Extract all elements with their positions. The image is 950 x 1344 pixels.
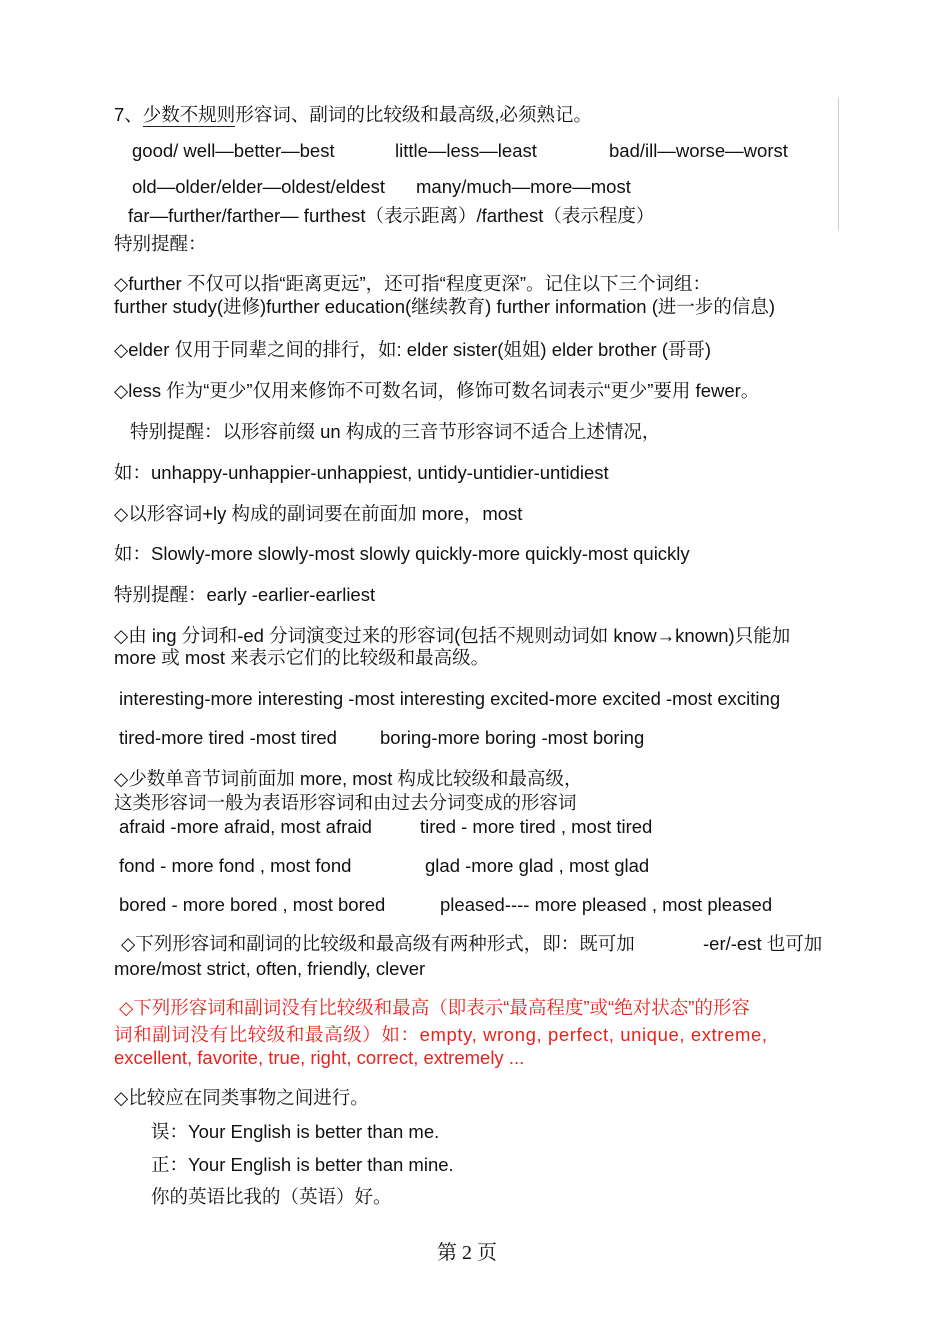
irregular-far: far—further/farther— furthest（表示距离）/farthest（表示程度） <box>128 205 655 226</box>
participle-rule-cont: more 或 most 来表示它们的比较级和最高级。 <box>114 647 490 668</box>
no-compare-words: excellent, favorite, true, right, correct, extremely ... <box>114 1047 525 1068</box>
two-forms-words: more/most strict, often, friendly, clever <box>114 958 426 979</box>
mono-pleased: pleased---- more pleased , most pleased <box>440 894 773 915</box>
wrong-example: 误：Your English is better than me. <box>151 1121 440 1142</box>
section-number: 7、 <box>114 104 143 125</box>
mono-bored: bored - more bored , most bored <box>119 894 386 915</box>
participle-example-boring: boring-more boring -most boring <box>380 727 645 748</box>
irregular-bad: bad/ill—worse—worst <box>609 140 788 161</box>
two-forms-suffix: -er/-est 也可加 <box>703 933 823 954</box>
page-number: 第 2 页 <box>437 1242 497 1264</box>
un-example: 如：unhappy-unhappier-unhappiest, untidy-untidier-untidiest <box>114 462 609 483</box>
underlined-phrase: 少数不规则 <box>142 104 236 125</box>
mono-rule: ◇少数单音节词前面加 more, most 构成比较级和最高级， <box>114 768 583 789</box>
participle-example-tired: tired-more tired -most tired <box>119 727 337 748</box>
mono-rule-cont: 这类形容词一般为表语形容词和由过去分词变成的形容词 <box>114 792 577 813</box>
no-compare-rule-cont: 词和副词没有比较级和最高级）如：empty, wrong, perfect, unique, extreme, <box>114 1024 768 1045</box>
section-7-heading <box>114 104 592 126</box>
two-forms-rule: ◇下列形容词和副词的比较级和最高级有两种形式，即：既可加 <box>121 933 635 954</box>
ly-example: 如：Slowly-more slowly-most slowly quickly-more quickly-most quickly <box>114 543 690 564</box>
mono-glad: glad -more glad , most glad <box>425 855 650 876</box>
participle-example-1: interesting-more interesting -most interesting excited-more excited -most exciting <box>119 688 781 709</box>
no-compare-rule: ◇下列形容词和副词没有比较级和最高（即表示“最高程度”或“绝对状态”的形容 <box>119 997 750 1018</box>
right-example: 正：Your English is better than mine. <box>151 1154 454 1175</box>
participle-rule: ◇由 ing 分词和-ed 分词演变过来的形容词(包括不规则动词如 know→known)只能加 <box>114 625 791 646</box>
irregular-many: many/much—more—most <box>416 176 631 197</box>
elder-rule: ◇elder 仅用于同辈之间的排行，如: elder sister(姐姐) elder brother (哥哥) <box>114 339 712 360</box>
less-rule: ◇less 作为“更少”仅用来修饰不可数名词，修饰可数名词表示“更少”要用 fewer。 <box>114 380 760 401</box>
further-rule: ◇further 不仅可以指“距离更远”，还可指“程度更深”。记住以下三个词组： <box>114 273 711 294</box>
margin-rule <box>838 98 839 230</box>
section-heading-text: 形容词、副词的比较级和最高级,必须熟记。 <box>235 104 592 125</box>
early-reminder: 特别提醒：early -earlier-earliest <box>114 584 376 605</box>
irregular-little: little—less—least <box>395 140 537 161</box>
translation: 你的英语比我的（英语）好。 <box>151 1186 392 1207</box>
irregular-good: good/ well—better—best <box>132 140 335 161</box>
mono-afraid: afraid -more afraid, most afraid <box>119 816 372 837</box>
mono-tired: tired - more tired , most tired <box>420 816 653 837</box>
ly-rule: ◇以形容词+ly 构成的副词要在前面加 more，most <box>114 503 523 524</box>
irregular-old: old—older/elder—oldest/eldest <box>132 176 385 197</box>
same-type-rule: ◇比较应在同类事物之间进行。 <box>114 1087 369 1108</box>
un-reminder: 特别提醒：以形容前缀 un 构成的三音节形容词不适合上述情况， <box>130 421 661 442</box>
mono-fond: fond - more fond , most fond <box>119 855 352 876</box>
reminder-heading: 特别提醒： <box>114 233 207 254</box>
further-phrases: further study(进修)further education(继续教育) further information (进一步的信息) <box>114 296 776 317</box>
